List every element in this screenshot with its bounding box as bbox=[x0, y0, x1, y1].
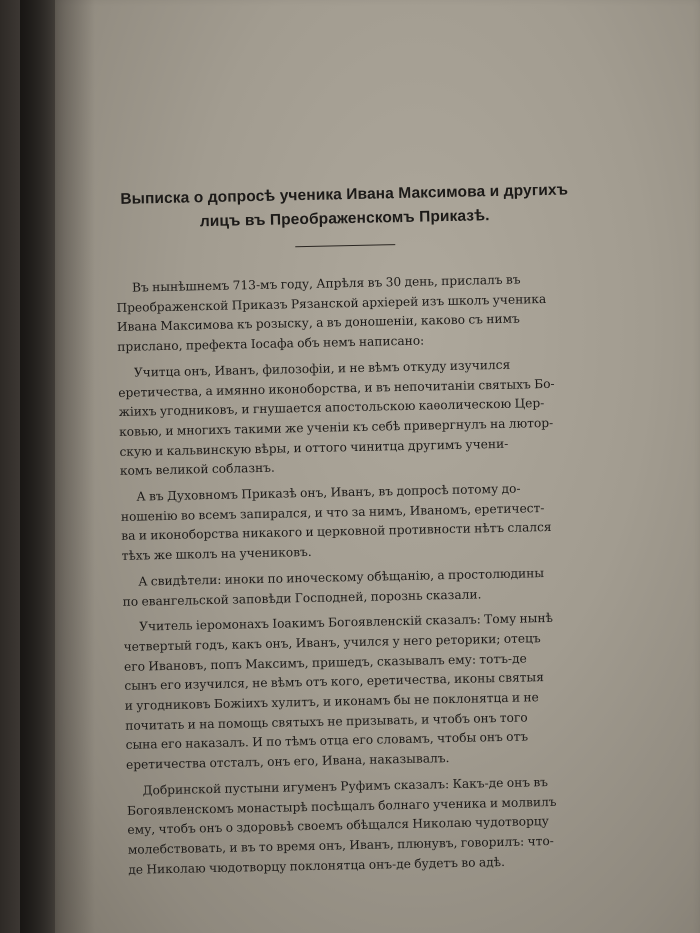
text-line: ношенію во всемъ запирался, и что за нимъ, Иваномъ, еретичест- bbox=[120, 500, 545, 524]
text-line: де Николаю чюдотворцу поклонятца онъ-де будетъ во адѣ. bbox=[128, 854, 506, 877]
text-line: Преображенской Приказъ Рязанской архіерей изъ школъ ученика bbox=[116, 291, 547, 315]
text-line: ва и иконоборства никакого и церковной противности нѣтъ слался bbox=[121, 520, 552, 544]
page-text-block bbox=[114, 178, 589, 886]
text-line: А въ Духовномъ Приказѣ онъ, Иванъ, въ допросѣ потому до- bbox=[136, 481, 521, 504]
title-line-1: Выписка о допросѣ ученика Ивана Максимова и другихъ bbox=[120, 181, 569, 208]
text-line: Добринской пустыни игуменъ Руфимъ сказалъ: Какъ-де онъ въ bbox=[142, 774, 549, 798]
text-line: жіихъ угодниковъ, и гнушается апостольскою каѳолическою Цер- bbox=[118, 396, 545, 420]
text-line: Учитца онъ, Иванъ, филозофіи, и не вѣмъ откуду изучился bbox=[133, 357, 511, 380]
text-line: и угодниковъ Божіихъ хулитъ, и иконамъ бы не поклонятца и не bbox=[124, 690, 539, 713]
body-text bbox=[116, 269, 588, 880]
text-line: прислано, префекта Іосафа объ немъ написано: bbox=[117, 333, 425, 355]
paragraph bbox=[116, 269, 578, 357]
text-line: Въ нынѣшнемъ 713-мъ году, Апрѣля въ 30 день, прислалъ въ bbox=[131, 272, 521, 295]
text-line: комъ великой соблазнъ. bbox=[119, 461, 275, 479]
text-line: А свидѣтели: иноки по иноческому обѣщанію, а простолюдины bbox=[138, 565, 545, 589]
title-divider bbox=[295, 244, 395, 247]
paragraph bbox=[126, 772, 588, 880]
text-line: Богоявленскомъ монастырѣ посѣщалъ болнаго ученика и молвилъ bbox=[126, 794, 557, 818]
text-line: по евангельской заповѣди Господней, порознь сказали. bbox=[122, 586, 482, 609]
text-line: сына его наказалъ. И по тѣмъ отца его словамъ, чтобы онъ отъ bbox=[125, 729, 529, 753]
paragraph bbox=[122, 563, 583, 612]
text-line: Ивана Максимова къ розыску, а въ доношеніи, каково съ нимъ bbox=[116, 311, 520, 335]
title-line-2: лицъ въ Преображенскомъ Приказѣ. bbox=[199, 207, 490, 231]
text-line: тѣхъ же школъ на учениковъ. bbox=[121, 545, 312, 564]
text-line: сынъ его изучился, не вѣмъ отъ кого, еретичества, иконы святыя bbox=[124, 670, 544, 694]
text-line: Учитель іеромонахъ Іоакимъ Богоявленскій сказалъ: Тому нынѣ bbox=[139, 611, 554, 634]
paragraph bbox=[118, 354, 580, 482]
text-line: еретичества отсталъ, онъ его, Ивана, наказывалъ. bbox=[125, 751, 450, 773]
text-line: четвертый годъ, какъ онъ, Иванъ, учился у него реторики; отецъ bbox=[123, 631, 541, 654]
text-line: почитать и на помощь святыхъ не призывать, и чтобъ онъ того bbox=[125, 710, 528, 733]
text-line: еретичества, а имянно иконоборства, и въ непочитаніи святыхъ Бо- bbox=[118, 376, 555, 400]
text-line: скую и кальвинскую вѣры, и оттого чинитца другимъ учени- bbox=[119, 436, 509, 459]
text-line: молебствовать, и въ то время онъ, Иванъ, плюнувъ, говорилъ: что- bbox=[127, 833, 554, 857]
paragraph bbox=[123, 609, 586, 776]
text-line: его Ивановъ, попъ Максимъ, пришедъ, сказывалъ ему: тотъ-де bbox=[123, 651, 527, 674]
page-title bbox=[114, 178, 575, 236]
text-line: ему, чтобъ онъ о здоровьѣ своемъ обѣщался Николаю чудотворцу bbox=[127, 814, 549, 838]
text-line: ковью, и многихъ такими же ученіи къ себѣ привергнулъ на лютор- bbox=[118, 415, 554, 439]
paragraph bbox=[120, 478, 582, 566]
